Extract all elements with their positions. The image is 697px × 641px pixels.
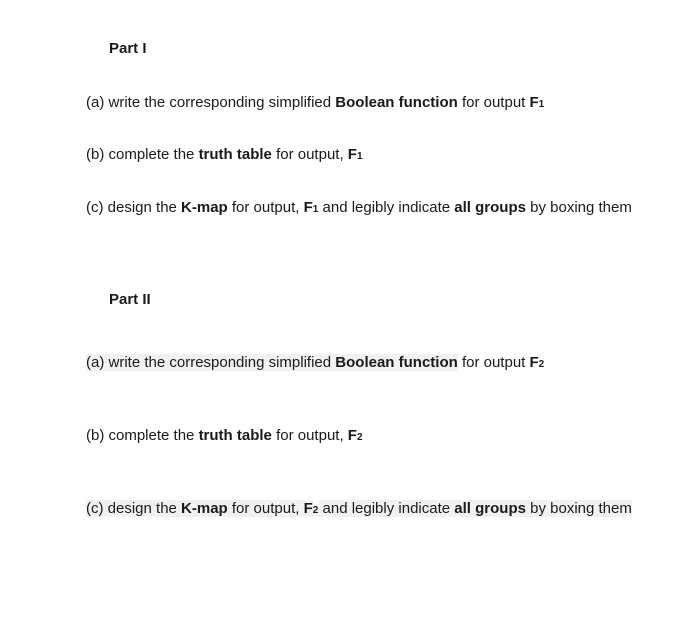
part2-question-b: [86, 427, 363, 447]
question-text: for output,: [271, 146, 348, 163]
kmap-term: K-map: [181, 199, 228, 216]
kmap-term: K-map: [181, 500, 228, 517]
boolean-function-term: Boolean function: [335, 94, 458, 111]
output-variable: F: [303, 500, 313, 517]
part1-question-c: [86, 199, 632, 219]
question-text: (c) design the: [86, 199, 182, 216]
question-text: (b) complete the: [86, 427, 199, 444]
part1-question-b: [86, 146, 363, 166]
question-text: (c) design the: [86, 500, 182, 517]
all-groups-term: all groups: [454, 199, 526, 216]
output-subscript: 1: [356, 151, 363, 162]
part2-question-c: [86, 500, 632, 520]
all-groups-term: all groups: [454, 500, 526, 517]
question-text: for output,: [227, 500, 304, 517]
part1-heading: Part I: [109, 40, 147, 57]
part2-heading: Part II: [109, 291, 151, 308]
output-variable: F: [303, 199, 313, 216]
output-subscript: 1: [538, 99, 545, 110]
output-variable: F: [529, 94, 539, 111]
output-subscript: 2: [356, 432, 363, 443]
output-variable: F: [347, 146, 357, 163]
question-text: by boxing them: [525, 500, 632, 517]
output-subscript: 1: [312, 204, 319, 215]
question-text: (a) write the corresponding simplified: [86, 354, 336, 371]
output-variable: F: [529, 354, 539, 371]
output-subscript: 2: [538, 359, 545, 370]
truth-table-term: truth table: [198, 146, 272, 163]
question-text: by boxing them: [525, 199, 632, 216]
question-text: and legibly indicate: [318, 199, 455, 216]
question-text: and legibly indicate: [318, 500, 455, 517]
question-text: (a) write the corresponding simplified: [86, 94, 336, 111]
boolean-function-term: Boolean function: [335, 354, 458, 371]
output-variable: F: [347, 427, 357, 444]
part1-question-a: [86, 94, 544, 114]
question-text: for output,: [227, 199, 304, 216]
output-subscript: 2: [312, 505, 319, 516]
question-text: (b) complete the: [86, 146, 199, 163]
question-text: for output: [457, 354, 530, 371]
question-text: for output: [457, 94, 530, 111]
truth-table-term: truth table: [198, 427, 272, 444]
question-text: for output,: [271, 427, 348, 444]
part2-question-a: [86, 354, 544, 374]
